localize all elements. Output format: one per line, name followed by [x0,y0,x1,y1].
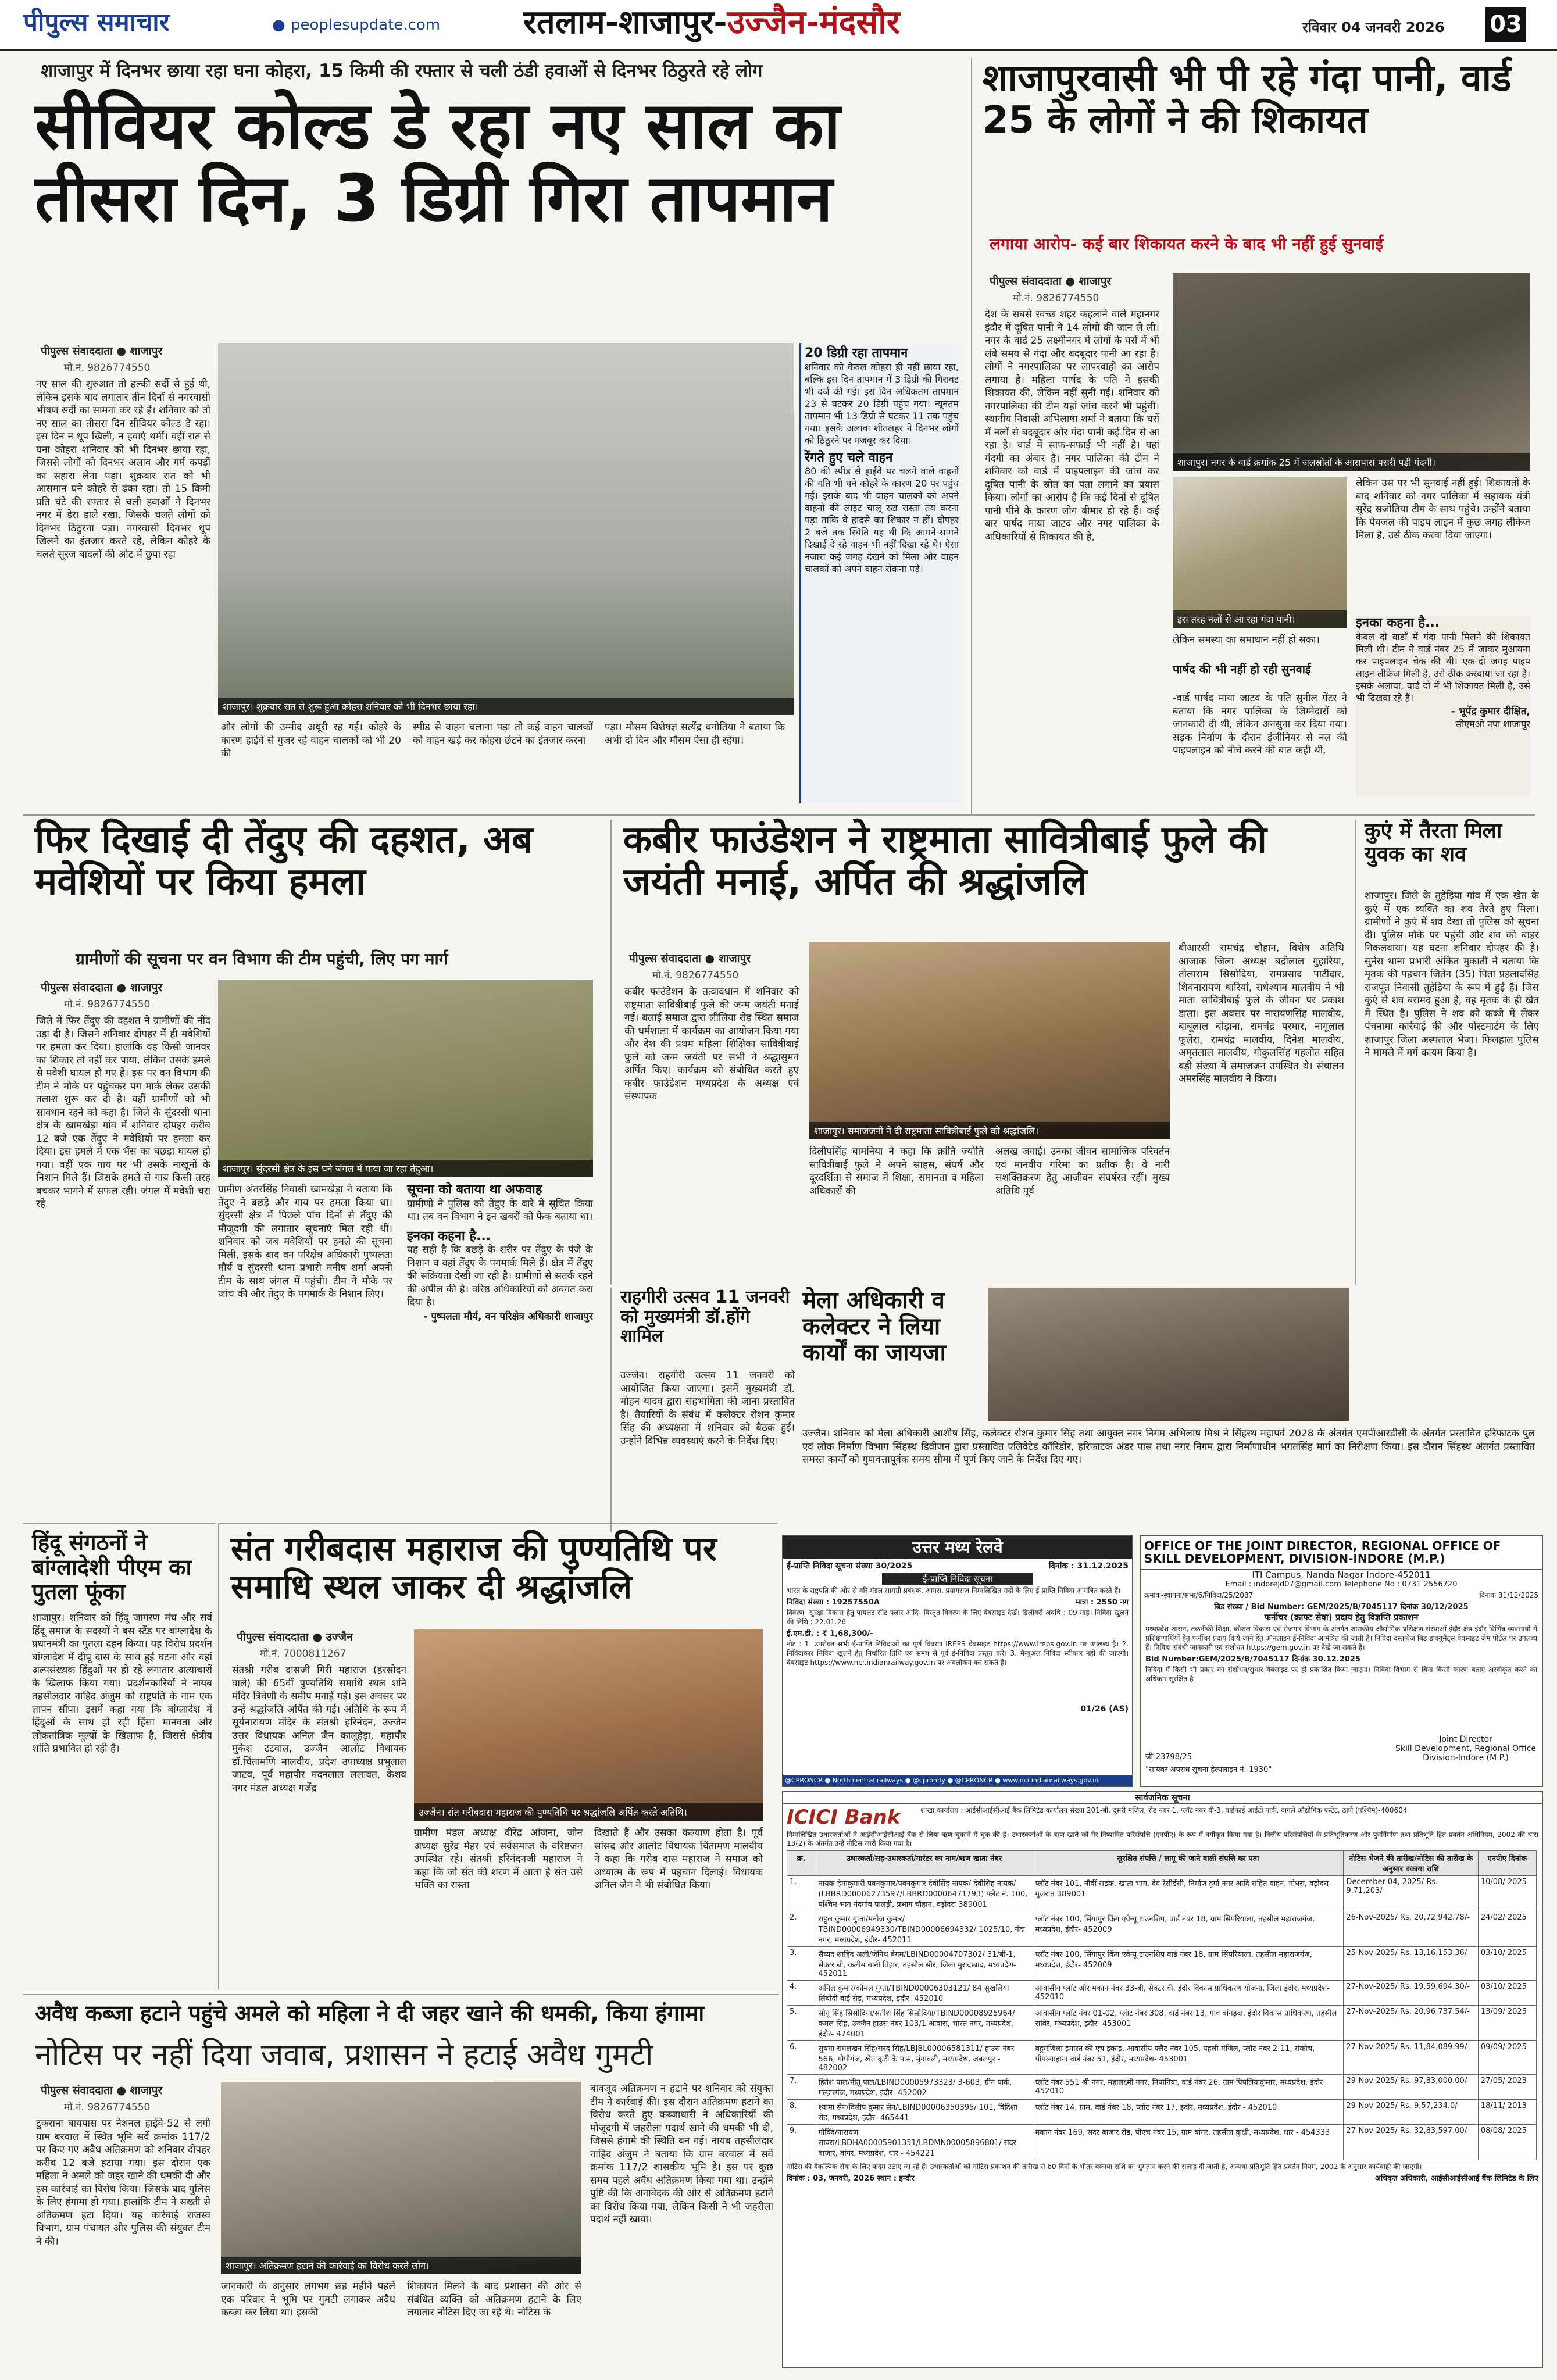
dirty-water-photo [1173,477,1347,628]
story7-mobile: मो.नं. 7000811267 [260,1648,347,1660]
story4-mobile: मो.नं. 9826774550 [652,970,739,981]
story2-col3: लेकिन समस्या का समाधान नहीं हो सका। [1173,634,1320,646]
icici-col-header: क्र. [787,1851,816,1876]
table-cell: 25-Nov-2025/ Rs. 13,16,153.36/- [1344,1947,1479,1981]
story-sant-garibdas [218,1523,777,1989]
story-body-in-well [1355,820,1542,1285]
table-cell: प्लॉट नंबर 100, सिंगापुर किंग एवेन्यू टाउनशिप वार्ड नंबर 18, ग्राम सिंपरियाला, तहसील महाराजगंज, मध्यप्रदेश, इंदौर- 452009 [1033,1947,1344,1981]
skill-sign-1: Joint Director [1439,1735,1492,1744]
table-cell: 9. [787,2125,816,2160]
story5-headline: कुएं में तैरता मिला युवक का शव [1365,819,1502,867]
railway-quantity: मात्रा : 2550 नग [1075,1598,1129,1607]
story7-byline: पीपुल्स संवाददाता ● उज्जैन [237,1631,353,1643]
encroachment-photo [221,2082,581,2274]
table-cell: अनिल कुमार/कोमल गुप्ता/TBIND00006303121/ 84 सुखलिया लिंबोदी बाई रोड़, मध्यप्रदेश, इंदौर- 452010 [816,1981,1033,2006]
skill-bid-title: फर्नीचर (क्राफ्ट सेवा) प्रदाय हेतु विज्ञप्ति प्रकाशन [1264,1611,1419,1623]
table-cell: प्लॉट नंबर 14, ग्राम, वार्ड नंबर 18, प्लॉट नंबर 17, इंदौर, मध्यप्रदेश, इंदौर - 452010 [1033,2100,1344,2125]
table-cell: 13/09/ 2025 [1478,2006,1536,2041]
story10-col1: टुकराना बायपास पर नेशनल हाईवे-52 से लगी ग्राम बरवाल में स्थित भूमि सर्वे क्रमांक 117/2 पर किए गए अवैध अतिक्रमण को शनिवार दोपहर करीब 12 बजे हटाया गया। इस दौरान एक महिला ने अमले को जहर खाने की धमकी दी और इस कार्रवाई का विरोध किया। जिसके बाद पुलिस के लिए हंगामा हो गया। हालांकि टीम ने सख्ती से अतिक्रमण हटा दिया। यह कार्रवाई राजस्व विभाग, ग्राम पंचायत और पुलिस की संयुक्त टीम ने की। [36,2118,210,2247]
story4-col1: कबीर फाउंडेशन के तत्वावधान में शनिवार को राष्ट्रमाता सावित्रीबाई फुले की जन्म जयंती मनाई गई। बलाई समाज द्वारा लीलिया रोड स्थित समाज की धर्मशाला में कार्यक्रम का आयोजन किया गया और देश की प्रथम महिला शिक्षिका सावित्रीबाई फुले को जन्म जयंती पर सभी ने श्रद्धासुमन अर्पित किए। कार्यक्रम को संबोधित करते हुए कबीर फाउंडेशन मध्यप्रदेश के अध्यक्ष एवं संस्थापक [624,986,799,1102]
story2-col2: लेकिन उस पर भी सुनवाई नहीं हुई। शिकायतों के बाद शनिवार को नगर पालिका में सहायक यंत्री सुरेंद्र सजोतिया टीम के साथ पहुंचे। उन्होंने बताया कि पेयजल की पाइप लाइन में कुछ जगह लीकेज मिला है, उसे ठीक करवा दिया जाएगा। [1356,477,1530,541]
story-effigy [23,1523,215,1989]
story1-col1: नए साल की शुरुआत तो हल्की सर्दी से हुई थी, लेकिन इसके बाद लगातार तीन दिनों से नगरवासी भीषण सर्दी का सामना कर रहे हैं। शनिवार को तो नए साल का तीसरा दिन सीवियर कोल्ड डे रहा। इस दिन न धूप खिली, न हवाएं थमीं। वहीं रात से घना कोहरा शनिवार को भी दिनभर छाया रहा, जिससे लोगों को दिनभर अलाव और गर्म कपड़ों का सहारा लेना पड़ा। शुक्रवार रात को भी आसमान घने कोहरे से ढंका रहा। तो 15 किमी प्रति घंटे की रफ्तार से चली हवाओं ने दिनभर नगर में डेरा डाले रखा, जिसके चलते लोगों को दिनभर ठिठुरना पड़ा। नगरवासी दिनभर धूप खिलने का इंतजार करते रहे, लेकिन कोहरे के चलते सूरज बादलों की ओट में छुपा रहा [36,378,210,560]
story9-text: उज्जैन। शनिवार को मेला अधिकारी आशीष सिंह, कलेक्टर रोशन कुमार सिंह तथा आयुक्त नगर निगम अभिलाष मिश्र ने सिंहस्थ महापर्व 2028 के अंतर्गत एमपीआरडीसी के अंतर्गत प्रस्तावित हरिफाटक पुल एवं लोक निर्माण विभाग सिंहस्थ डिवीजन द्वारा प्रस्तावित एलिवेटेड कॉरिडोर, हरिफाटक अंडर पास तथा नगर निगम द्वारा निर्माणाधीन भगतसिंह मार्ग का निरीक्षण किया। इस दौरान सिंहस्थ अंतर्गत प्रस्तावित समस्त कार्यों को गुणवत्तापूर्वक समय सीमा में पूर्ण किए जाने के निर्देश दिए गए। [802,1428,1535,1466]
skill-bid-number: बिड संख्या / Bid Number: GEM/2025/B/7045117 दिनांक 30/12/2025 [1214,1602,1469,1611]
story8-headline: राहगीरी उत्सव 11 जनवरी को मुख्यमंत्री डॉ.होंगे शामिल [620,1287,790,1347]
story1-headline: सीवियर कोल्ड डे रहा नए साल का तीसरा दिन, 3 डिग्री गिरा तापमान [35,88,841,237]
story-mela-officer [802,1288,1541,1532]
table-cell: 27-Nov-2025/ Rs. 20,96,737.54/- [1344,2006,1479,2041]
story1-col3: स्पीड से वाहन चलाना पड़ा तो कई वाहन चालकों को वाहन खड़े कर कोहरा छंटने का इंतजार करना [413,721,593,746]
railway-emd: ई.एम.डी. : ₹ 1,68,300/- [787,1629,873,1639]
table-cell: राहुल कुमार गुप्ता/मनोज कुमार/ TBIND00006949330/TBIND00006694332/ 1025/10, नंदा नगर, मध्यप्रदेश, इंदौर- 452011 [816,1911,1033,1947]
table-cell: 27-Nov-2025/ Rs. 19,59,694.30/- [1344,1981,1479,2006]
fog-photo-caption: शाजापुर। शुक्रवार रात से शुरू हुआ कोहरा शनिवार को भी दिनभर छाया रहा। [218,698,794,715]
story4-byline: पीपुल्स संवाददाता ● शाजापुर [629,952,751,965]
skill-body: मध्यप्रदेश शासन, तकनीकी शिक्षा, कौशल विकास एवं रोजगार विभाग के अंतर्गत शासकीय औद्योगिक प्रशिक्षण संस्थाओं इंदौर क्षेत्र इंदौर विभिन्न व्यवसायों में प्रशिक्षणार्थियों हेतु फर्नीचर प्रदाय किये जाने हेतु ऑनलाइन ई-निविदा आमंत्रित की जाती है। निविदा दस्तावेज बिड डाक्यूमेंट्स वेबसाइट जेम पोर्टल पर उपलब्ध हैं। निविदा संबंधी जानकारी एवं संशोधन https://gem.gov.in पर देखे जा सकते हैं। [1145,1624,1537,1652]
table-row [787,2006,1537,2041]
story2-headline: शाजापुरवासी भी पी रहे गंदा पानी, वार्ड 25 के लोगों ने की शिकायत [983,57,1512,142]
table-cell: प्लॉट नंबर 101, नौवीं सड़क, खाता भाग, देव रेसीडेंसी, निर्माण दुर्गा नगर आदि सहित वाहन, गोधरा, वड़ोदरा गुजरात 389001 [1033,1876,1344,1911]
sidebar-traffic-text: 80 की स्पीड से हाईवे पर चलने वाले वाहनों की गति भी घने कोहरे के कारण 20 पर पहुंच गई। इसके बाद भी वाहन चालकों को अपने वाहनों की लाइट चालू रख रास्ता तय करना पड़ा ताकि वे हादसे का शिकार न हों। दोपहर 2 बजे तक स्थिति यह थी कि आमने-सामने दिखाई दे रहे वाहन भी नहीं दिखा रहे थे। ऐसा नजारा कई जगह देखने को मिला और वाहन चालकों को अपने वाहन रोकना पड़े। [805,466,959,575]
icici-date: दिनांक : 03, जनवरी, 2026 स्थान : इन्दौर [787,2174,915,2184]
railway-description: विवरण- सुरक्षा विकास हेतु पायलट सीट फ्लोर आदि। विस्तृत विवरण के लिए वेबसाइट देखें। डिलीवरी अवधि : 09 माह। निविदा खुलने की तिथि : 22.01.26 [787,1609,1129,1627]
table-cell: 7. [787,2075,816,2100]
website-link[interactable]: peoplesupdate.com [291,16,441,34]
tribute-photo [809,942,1170,1139]
table-cell: 09/09/ 2025 [1478,2041,1536,2075]
inspection-photo [988,1288,1349,1421]
icici-col-header: उधारकर्ता/सह-उधारकर्ता/गारंटर का नाम/ऋण खाता नंबर [816,1851,1033,1876]
icici-top: सार्वजनिक सूचना [783,1792,1542,1804]
table-cell: सैय्यद शाहिद अली/जेनिथ बेगम/LBIND00004707302/ 31/बी-1, सेक्टर बी, कलीम बानी विहार, तहसील सौर, जिला मुरादाबाद, मध्यप्रदेश- 452011 [816,1947,1033,1981]
table-cell: आवासीय प्लॉट नंबर 01-02, प्लॉट नंबर 308, वार्ड नंबर 13, गांव बांगड़दा, इंदौर विकास प्राधिकरण, तहसील सांवेर, मध्यप्रदेश, इंदौर- 453001 [1033,2006,1344,2041]
story8-text: उज्जैन। राहगीरी उत्सव 11 जनवरी को आयोजित किया जाएगा। इसमें मुख्यमंत्री डॉ. मोहन यादव द्वारा सहभागिता की जाना प्रस्तावित है। तैयारियों के संबंध में कलेक्टर रोशन कुमार सिंह की अध्यक्षता में शनिवार को बैठक हुई। उन्होंने विभिन्न व्यवस्थाएं करने के निर्देश दिए। [620,1370,795,1447]
fog-photo [218,343,794,715]
story2-kicker: लगाया आरोप- कई बार शिकायत करने के बाद भी नहीं हुई सुनवाई [990,234,1384,253]
table-cell: 27-Nov-2025/ Rs. 32,83,597.00/- [1344,2125,1479,2160]
table-cell: 2. [787,1911,816,1947]
story3-byline: पीपुल्स संवाददाता ● शाजापुर [41,981,163,994]
story10-col2: जानकारी के अनुसार लगभग छह महीने पहले एक परिवार ने भूमि पर गुमटी लगाकर अवैध कब्जा कर लिया था। इसकी [221,2281,395,2318]
icici-col-header: एनपीए दिनांक [1478,1851,1536,1876]
table-row [787,2041,1537,2075]
icici-table [787,1850,1537,2160]
dirty-water-caption: इस तरह नलों से आ रहा गंदा पानी। [1173,610,1347,628]
icici-sign: अधिकृत अधिकारी, आईसीआईसीआई बैंक लिमिटेड के लिए [1374,2174,1538,2184]
table-cell: 8. [787,2100,816,2125]
icici-col-header: नोटिस भेजने की तारीख/नोटिस की तारीख के अनुसार बकाया राशि [1344,1851,1479,1876]
issue-date: रविवार 04 जनवरी 2026 [1302,19,1445,35]
divider-h1 [23,814,1535,816]
story10-col4: बावजूद अतिक्रमण न हटाने पर शनिवार को संयुक्त टीम ने कार्रवाई की। इस दौरान अतिक्रमण हटाने का विरोध करते हुए कब्जाधारी ने अधिकारियों की मौजूदगी में जहरीला पदार्थ खाने की धमकी भी दी, जिससे हंगामे की स्थिति बन गई। नायब तहसीलदार नाहिद अंजुम ने बताया कि ग्राम बरवाल में सर्वे क्रमांक 117/2 शासकीय भूमि है। इस पर कुछ समय पहले अवैध अतिक्रमण किया गया था। उन्होंने पुष्टि की कि अनावेदक की ओर से अतिक्रमण हटाने का विरोध किया गया, लेकिन किसी ने भी जहरीला पदार्थ नहीं खाया। [590,2083,773,2225]
quote-heading: इनका कहना है... [1356,616,1440,630]
story2-col1: देश के सबसे स्वच्छ शहर कहलाने वाले महानगर इंदौर में दूषित पानी ने 14 लोगों की जान ले ली। नगर के वार्ड 25 लक्ष्मीनगर में लोगों के घरों में भी लंबे समय से गंदा और बदबूदार पानी आ रहा है। लोगों ने नगरपालिका पर लापरवाही का आरोप लगाया है। महिला पार्षद के पति ने इसकी शिकायत की, लेकिन नहीं सुनी गई। शनिवार को नगरपालिका की टीम यहां जांच करने भी पहुंची। स्थानीय निवासी अभिलाषा शर्मा ने बताया कि घरों में नलों से बदबूदार और गंदा पानी कई दिन से आ रहा है। वार्ड में साफ-सफाई भी नहीं है। यहां गंदगी का अंबार है। नगर पालिका की टीम ने शनिवार को वार्ड में पाइपलाइन की जांच कर दूषित पानी के स्रोत का पता लगाने का प्रयास किया। लोगों का आरोप है कि कई दिनों से दूषित पानी पीने के कारण लोग बीमार हो रहे हैं। कई बार पार्षद माया जाटव और नगर पालिका के अधिकारियों से शिकायत की है, [985,309,1159,543]
encroachment-photo-caption: शाजापुर। अतिक्रमण हटाने की कार्रवाई का विरोध करते लोग। [221,2257,581,2274]
story3-sidebar [407,1183,593,1456]
rumor-heading: सूचना को बताया था अफवाह [407,1182,542,1197]
icici-col-header: सुरक्षित संपत्ति / लागू की जाने वाली संपत्ति का पता [1033,1851,1344,1876]
table-cell: 6. [787,2041,816,2075]
story6-headline: हिंदू संगठनों ने बांग्लादेशी पीएम का पुतला फूंका [32,1530,192,1605]
story2-byline: पीपुल्स संवाददाता ● शाजापुर [990,275,1112,288]
table-cell: प्लॉट नंबर 551 श्री नगर, महालक्ष्मी नगर, निपानिया, वार्ड नंबर 26, ग्राम पिपलियाकुमार, मध्यप्रदेश, इंदौर 452010 [1033,2075,1344,2100]
leopard-quote-heading: इनका कहना है... [407,1228,491,1243]
skill-slogan: "सायबर अपराध सूचना हेल्पलाइन नं.-1930" [1145,1766,1272,1774]
page-number: 03 [1485,7,1526,42]
leopard-quote-author: - पुष्पलता मौर्य, वन परिक्षेत्र अधिकारी शाजापुर [423,1310,593,1323]
table-cell: हितेश पाल/नीतू पाल/LBIND00005973323/ 3-603, ग्रीन पार्क, मल्हारगंज, मध्यप्रदेश, इंदौर- 452002 [816,2075,1033,2100]
story4-col4: बीआरसी रामचंद्र चौहान, विशेष अतिथि आजाक जिला अध्यक्ष बद्रीलाल गुहारिया, तोलाराम सिसोदिया, रामप्रसाद पाटीदार, शिवनारायण धारियां, राधेश्याम मालवीय ने भी माता सावित्रीबाई फुले के जीवन पर प्रकाश डाला। इस अवसर पर नारायणसिंह मालवीय, बाबूलाल बोड़ाना, रामचंद्र परमार, नागूलाल फूलेरा, रामचंद्र मालवीय, दिनेश मालवीय, अमृतलाल मालवीय, गोकुलसिंह गहलोत सहित बड़ी संख्या में समाजजन उपस्थित थे। संचालन अमरसिंह मालवीय ने किया। [1179,942,1344,1085]
ad-railway [782,1535,1133,1787]
gutter-photo-caption: शाजापुर। नगर के वार्ड क्रमांक 25 में जलस्रोतों के आसपास पसरी पड़ी गंदगी। [1173,453,1530,471]
table-cell: 5. [787,2006,816,2041]
ad-skill-development [1140,1535,1543,1787]
gutter-photo [1173,273,1530,471]
table-cell: 27/05/ 2023 [1478,2075,1536,2100]
brand-logo: पीपुल्स समाचार [23,8,170,37]
sant-photo-caption: उज्जैन। संत गरीबदास महाराज की पुण्यतिथि पर श्रद्धांजलि अर्पित करते अतिथि। [414,1803,763,1821]
rumor-text: ग्रामीणों ने पुलिस को तेंदुए के बारे में सूचित किया था। तब वन विभाग ने इन खबरों को फेक बताया था। [407,1198,593,1223]
table-cell: 08/08/ 2025 [1478,2125,1536,2160]
story6-text: शाजापुर। शनिवार को हिंदू जागरण मंच और सर्व हिंदू समाज के सदस्यों ने बस स्टैंड पर बांग्लादेश के प्रधानमंत्री का पुतला दहन किया। यह विरोध प्रदर्शन बांग्लादेश में दीपू दास के साथ हुई घटना और वहां अल्पसंख्यक हिंदुओं पर हो रहे लगातार अत्याचारों के खिलाफ किया गया। प्रदर्शनकारियों ने नायब तहसीलदार नाहिद अंजुम को राष्ट्रपति के नाम एक ज्ञापन सौंपा। इसमें कहा गया कि बांग्लादेश में हिंदुओं के साथ हो रही हिंसा मानवता और लोकतांत्रिक मूल्यों के खिलाफ है, जिससे क्षेत्रीय शांति प्रभावित हो रही है। [32,1612,212,1754]
story1-col4: पड़ा। मौसम विशेषज्ञ सत्येंद्र धनोतिया ने बताया कि अभी दो दिन और मौसम ऐसा ही रहेगा। [605,721,785,746]
story9-headline: मेला अधिकारी व कलेक्टर ने लिया कार्यों का जायजा [802,1287,946,1366]
story10-headline: अवैध कब्जा हटाने पहुंचे अमले को महिला ने दी जहर खाने की धमकी, किया हंगामा [35,2000,705,2026]
table-cell: 3. [787,1947,816,1981]
skill-bid-number-2: Bid Number:GEM/2025/B/7045117 दिनांक 30.12.2025 [1145,1654,1360,1664]
story2-col3b: -वार्ड पार्षद माया जाटव के पति सुनील पेंटर ने बताया कि नगर पालिका के जिम्मेदारों को जानकारी दी थी, लेकिन अनसुना कर दिया गया। सड़क निर्माण के दौरान इंजीनियर से नल की पाइपलाइन को नीचे करने की बात कही थी, [1173,692,1347,756]
story7-col1: संतश्री गरीब दासजी गिरी महाराज (हरसोदन वाले) की 65वीं पुण्यतिथि समाधि स्थल शनि मंदिर त्रिवेणी के समीप मनाई गई। इस अवसर पर उन्हें श्रद्धांजलि अर्पित की गई। अतिथि के रूप में सूर्यनारायण मंदिर के संतश्री हरिनंदन, उज्जैन उत्तर विधायक अनिल जैन कालूहेड़ा, महापौर मुकेश टटवाल, उज्जैन आलोट विधायक डॉ.चिंतामणि मालवीय, प्रदेश उपाध्यक्ष प्रभुलाल जाटव, पूर्व महापौर मदनलाल ललावत, केशव नगर मंडल अध्यक्ष गजेंद्र [232,1664,406,1794]
story7-headline: संत गरीबदास महाराज की पुण्यतिथि पर समाधि स्थल जाकर दी श्रद्धांजलि [231,1529,717,1606]
skill-sign-3: Division-Indore (M.P.) [1423,1753,1509,1763]
story3-col1: जिले में फिर तेंदुए की दहशत ने ग्रामीणों की नींद उड़ा दी है। जिसने शनिवार दोपहर में ही मवेशियों पर हमला कर दिया। हालांकि वह किसी जानवर का शिकार तो नहीं कर पाया, लेकिन उसके हमले से मवेशी घायल हो गए हैं। इस पर वन विभाग की टीम ने मौके पर पहुंचकर पग मार्क लेकर उसकी तलाश शुरू कर दी है। वहीं ग्रामीणों को भी सावधान रहने को कहा है। जिले के सुंदरसी थाना क्षेत्र के खामखेड़ा गांव में शनिवार दोपहर करीब 12 बजे एक तेंदुए ने मवेशियों पर हमला कर दिया। इस हमले में एक भैंस का बछड़ा घायल हो गया। वहीं एक गाय पर भी उसके नाखूनों के निशान मिले हैं। जिसके हमले से गाय किसी तरह बचकर भागने में सफल रही। जंगल में मवेशी चरा रहे [36,1015,210,1210]
table-cell: 26-Nov-2025/ Rs. 20,72,942.78/- [1344,1911,1479,1947]
story1-kicker: शाजापुर में दिनभर छाया रहा घना कोहरा, 15 किमी की रफ्तार से चली ठंडी हवाओं से दिनभर ठिठुरते रहे लोग [41,60,763,81]
table-row [787,2100,1537,2125]
table-cell: गोविंद/नारायण सावरा/LBDHA00005901351/LBDMN00005896801/ सदर बाजार, बांगर, मध्यप्रदेश, धार - 454221 [816,2125,1033,2160]
story4-headline: कबीर फाउंडेशन ने राष्ट्रमाता सावित्रीबाई फुले की जयंती मनाई, अर्पित की श्रद्धांजलि [623,819,1267,903]
story-leopard [23,820,605,1517]
story1-sidebar [799,343,962,803]
table-cell: 03/10/ 2025 [1478,1981,1536,2006]
story3-mobile: मो.नं. 9826774550 [64,999,151,1010]
forest-photo-caption: शाजापुर। सुंदरसी क्षेत्र के इस घने जंगल में पाया जा रहा तेंदुआ। [218,1160,593,1177]
table-cell: 03/10/ 2025 [1478,1947,1536,1981]
story10-byline: पीपुल्स संवाददाता ● शाजापुर [41,2084,163,2097]
story-encroachment [23,1994,779,2367]
table-row [787,1981,1537,2006]
story10-col3: शिकायत मिलने के बाद प्रशासन की ओर से संबंधित व्यक्ति को अतिक्रमण हटाने के लिए लगातार नोटिस दिए जा रहे थे। नोटिस के [407,2281,581,2318]
table-cell: प्लॉट नंबर 100, सिंगापुर किंग एवेन्यू टाउनशिप, वार्ड नंबर 18, ग्राम सिंपरियाला, तहसील महाराजगंज, मध्यप्रदेश, इंदौर- 452009 [1033,1911,1344,1947]
icici-footer: नोटिस की वैकल्पिक सेवा के लिए कदम उठाए जा रहे हैं। उधारकर्ताओं को नोटिस प्रकाशन की तारीख से 60 दिनों के भीतर बकाया राशि का भुगतान करने की सलाह दी जाती है, अन्यथा प्रतिभूति हित प्रवर्तन नियम, 2002 के अनुसार कार्यवाही की जाएगी। [787,2163,1422,2171]
quote-author: - भूपेंद्र कुमार दीक्षित, [1451,705,1530,717]
sidebar-temp-heading: 20 डिग्री रहा तापमान [805,346,908,360]
forest-photo [218,980,593,1177]
story-rahgiri [610,1288,798,1532]
story10-mobile: मो.नं. 9826774550 [64,2102,151,2113]
table-cell: सुषमा रामलखन सिंह/सरद सिंह/LBJBL00006581311/ हाउस नंबर 566, गोपीगंज, खेत कुटी के पास, मुंगावली, मध्यप्रदेश, जबलपुर - 482002 [816,2041,1033,2075]
skill-code: जी-23798/25 [1145,1753,1192,1761]
story-savitribai [610,820,1350,1285]
table-cell: 1. [787,1876,816,1911]
railway-notice-no: ई-प्राप्ति निविदा सूचना संख्या 30/2025 [787,1561,913,1571]
story3-headline: फिर दिखाई दी तेंदुए की दहशत, अब मवेशियों पर किया हमला [35,819,533,903]
story1-byline: पीपुल्स संवाददाता ● शाजापुर [41,345,163,358]
skill-address: ITI Campus, Nanda Nagar Indore-452011 [1252,1569,1431,1580]
story4-col3: अलख जगाई। उनका जीवन सामाजिक परिवर्तन एवं मानवीय गरिमा का प्रतीक है। वे नारी सशक्तिकरण हेतु आजीवन संघर्षरत रहीं। मुख्य अतिथि पूर्व [995,1146,1170,1197]
table-cell: श्यामा सेन/दिलीप कुमार सेन/LBIND00006350395/ 101, विदिशा रोड, मध्यप्रदेश, इंदौर- 465441 [816,2100,1033,2125]
table-row [787,1947,1537,1981]
icici-logo: ICICI Bank [787,1806,901,1829]
ad-icici-bank [782,1791,1543,2368]
masthead [0,0,1557,51]
edition-title [523,5,900,41]
railway-tender-no: निविदा संख्या : 19257550A [787,1598,880,1607]
quote-author-role: सीएमओ नपा शाजापुर [1455,718,1530,730]
story1-mobile: मो.नं. 9826774550 [64,362,151,374]
table-cell: 27-Nov-2025/ Rs. 11,84,089.99/- [1344,2041,1479,2075]
story4-col2: दिलीपसिंह बामनिया ने कहा कि क्रांति ज्योति सावित्रीबाई फुले ने अपने साहस, संघर्ष और दूरदर्शिता से समाज में शिक्षा, समानता व महिला अधिकारों की [809,1146,984,1197]
story2-quote [1356,616,1530,796]
sidebar-traffic-heading: रेंगते हुए चले वाहन [805,450,893,465]
railway-intro: भारत के राष्ट्रपति की ओर से वरि मंडल सामग्री प्रबंधक, आगरा, प्रयागराज निम्नलिखित मदों के लिए ई-प्राप्ति निविदा आमंत्रित करते हैं। [787,1586,1121,1595]
story-cold-day [23,58,965,814]
table-cell: December 04, 2025/ Rs. 9,71,203/- [1344,1876,1479,1911]
table-cell: नायक हेमाकुमारी पवनकुमार/पवनकुमार देवीसिंह नायक/ देवीसिंह नायक/ (LBBRD00006273597/LBBRD00006471793) फ्लैट नं. 100, पश्चिम भाग नंदगांव पालड़ी, प्रभाग चौहान, वड़ोदरा 389001 [816,1876,1033,1911]
story2-mobile: मो.नं. 9826774550 [1013,292,1099,304]
globe-icon: ● [272,16,285,34]
edition-black: रतलाम-शाजापुर- [523,3,727,41]
edition-red: उज्जैन-मंदसौर [727,3,900,41]
table-cell: सोनू सिंह सिसोदिया/सतीश सिंह सिसोदिया/TBIND00008925964/ कमल सिंह, उज्जैन हाउस नंबर 103/1 आवास, भारत नगर, मध्यप्रदेश, इंदौर- 474001 [816,2006,1033,2041]
story2-subhead: पार्षद की भी नहीं हो रही सुनवाई [1173,662,1311,676]
sidebar-temp-text: शनिवार को केवल कोहरा ही नहीं छाया रहा, बल्कि इस दिन तापमान में 3 डिग्री की गिरावट भी दर्ज की गई। इस दिन अधिकतम तापमान 23 से घटकर 20 डिग्री पहुंच गया। न्यूनतम तापमान भी 13 डिग्री से घटकर 11 तक पहुंच गया। इसके अलावा शीतलहर ने दिनभर लोगों को ठिठुरने पर मजबूर कर दिया। [805,361,959,446]
table-cell: 10/08/ 2025 [1478,1876,1536,1911]
skill-email: Email : indorejd07@gmail.com Telephone No : 0731 2556720 [1225,1579,1458,1589]
table-cell: 4. [787,1981,816,2006]
railway-subtitle: ई-प्राप्ति निविदा सूचना [882,1573,1033,1585]
railway-title: उत्तर मध्य रेलवे [783,1536,1132,1559]
table-row [787,2125,1537,2160]
icici-intro-2: निम्नलिखित उधारकर्ताओं ने आईसीआईसीआई बैंक से लिया ऋण चुकाने में चूक की है। उधारकर्ताओं के ऋण खाते को गैर-निष्पादित परिसंपत्ति (एनपीए) के रूप में वर्गीकृत किया गया है। वित्तीय परिसंपत्तियों के प्रतिभूतिकरण और पुनर्निर्माण तथा प्रतिभूति हित प्रवर्तन अधिनियम, 2002 की धारा 13(2) के अंतर्गत उन्हें नोटिस जारी किया गया है। [787,1831,1538,1848]
story3-kicker: ग्रामीणों की सूचना पर वन विभाग की टीम पहुंची, लिए पग मार्ग [76,949,448,969]
table-cell: 29-Nov-2025/ Rs. 97,83,000.00/- [1344,2075,1479,2100]
skill-ref: क्रमांक-स्थापना/संभा/6/निविदा/25/2087 [1144,1591,1254,1599]
story5-text: शाजापुर। जिले के तुहेड़िया गांव में एक खेत के कुएं में एक व्यक्ति का शव तैरते हुए मिला। ग्रामीणों ने कुएं में शव देखा तो पुलिस को सूचना दी। पुलिस मौके पर पहुंची और शव को बाहर निकलवाया। यह घटना शनिवार दोपहर की है। सुनेरा थाना प्रभारी अंकित मुकाती ने बताया कि मृतक की पहचान जितेन (35) पिता प्रहलादसिंह राजपूत निवासी तुहेड़िया के रूप में हुई है। जिस कुएं से शव बरामद हुआ है, वह मृतक के ही खेत में स्थित है। पुलिस ने शव को कब्जे में लेकर पंचनामा कार्रवाई की और पोस्टमार्टम के लिए शाजापुर जिला अस्पताल भेजा। फिलहाल पुलिस ने मामले में मर्ग कायम किया है। [1365,890,1539,1059]
sant-photo [414,1629,763,1821]
skill-title: OFFICE OF THE JOINT DIRECTOR, REGIONAL OFFICE OF SKILL DEVELOPMENT, DIVISION-INDORE (M.P.) [1141,1536,1542,1570]
leopard-quote-text: यह सही है कि बछड़े के शरीर पर तेंदुए के पंजे के निशान व वहां तेंदुए के पगमार्क मिले हैं। क्षेत्र में तेंदुए की सक्रियता देखी जा रही है। ग्रामीणों से सतर्क रहने की अपील की है। वरिष्ठ अधिकारियों को अवगत करा दिया है। [407,1244,593,1309]
railway-code: 01/26 (AS) [1080,1704,1129,1714]
tribute-photo-caption: शाजापुर। समाजजनों ने दी राष्ट्रमाता सावित्रीबाई फुले को श्रद्धांजलि। [809,1122,1170,1139]
table-row [787,1876,1537,1911]
skill-sign-2: Skill Development, Regional Office [1395,1744,1536,1753]
table-cell: 18/11/ 2013 [1478,2100,1536,2125]
story-dirty-water [971,58,1548,814]
table-row [787,1911,1537,1947]
story7-col3: दिखाते हैं और उसका कल्याण होता है। पूर्व सांसद और आलोट विधायक चिंतामण मालवीय ने कहा कि गरीब दास महाराज ने समाज को अध्यात्म के रूप में पहचान दिलाई। विधायक अनिल जैन ने भी संबोधित किया। [594,1827,763,1891]
icici-intro: शाखा कार्यालय : आईसीआईसीआई बैंक लिमिटेड कार्यालय संख्या 201-बी, दूसरी मंजिल, रोड नंबर 1, प्लॉट नंबर बी-3, वाईफाई आईटी पार्क, वागले औद्योगिक एस्टेट, ठाणे (पश्चिम)-400604 [920,1806,1408,1814]
skill-ref-date: दिनांक 31/12/2025 [1479,1591,1538,1599]
railway-note: नोट : 1. उपरोक्त सभी ई-प्राप्ति निविदाओं का पूर्ण विवरण IREPS वेबसाइट https://www.ireps.gov.in पर उपलब्ध है। 2. निविदाकार निविदा खुलने हेतु निर्धारित तिथि एवं समय से पूर्व ई-निविदा प्रस्तुत करें। 3. मैन्युअल निविदा स्वीकार नहीं की जाएगी। वेबसाइट https://www.ncr.indianrailway.gov.in पर अवलोकन कर सकते हैं। [787,1640,1129,1667]
table-cell: 24/02/ 2025 [1478,1911,1536,1947]
table-cell: आवासीय प्लॉट और मकान नंबर 33-बी, सेक्टर बी, इंदौर विकास प्राधिकरण योजना, जिला इंदौर, मध्यप्रदेश- 452010 [1033,1981,1344,2006]
quote-text: केवल दो वार्डों में गंदा पानी मिलने की शिकायत मिली थी। टीम ने वार्ड नंबर 25 में जाकर मुआयना कर पाइपलाइन चेक की थी। एक-दो जगह पाइप लाइन लीकेज मिली है, उसे ठीक करवाया जा रहा है। इसके अलावा, वार्ड दो में भी शिकायत मिली है, उसे भी दिखवा रहे हैं। [1356,631,1530,703]
skill-body-2: निविदा में किसी भी प्रकार का संशोधन/सुधार वेबसाइट पर ही प्रकाशित किया जाएगा। निविदा विभाग से बिना किसी कारण बताए अस्वीकृत करने का अधिकार सुरक्षित है। [1145,1665,1537,1683]
railway-date: दिनांक : 31.12.2025 [1048,1561,1129,1571]
railway-footer: @CPRONCR ● North central railways ● @cpronrly ● @CPRONCR ● www.ncr.indianrailways.gov.in [783,1775,1132,1786]
table-cell: मकान नंबर 169, सदर बाजार रोड, पीएच नंबर 15, ग्राम बांगर, तहसील कुक्षी, मध्यप्रदेश, धार - 454333 [1033,2125,1344,2160]
table-cell: 29-Nov-2025/ Rs. 9,57,234.0/- [1344,2100,1479,2125]
table-cell: बहुमंजिला इमारत की एच इकाइ, आवासीय फ्लैट नंबर 105, पहली मंजिल, प्लॉट नंबर 2-11, संकोच, पीपल्याहाना वार्ड नंबर 51, इंदौर, मध्यप्रदेश- 453001 [1033,2041,1344,2075]
story1-col2: और लोगों की उम्मीद अधूरी रह गई। कोहरे के कारण हाईवे से गुजर रहे वाहन चालकों को भी 20 की [221,721,401,759]
story7-col2: ग्रामीण मंडल अध्यक्ष वीरेंद्र आंजना, जोन अध्यक्ष सुरेंद्र मेहर एवं सर्वसमाज के वरिष्ठजन उपस्थित रहे। संतश्री हरिनंदनजी महाराज ने कहा कि जो संत की शरण में आता है संत उसे भक्ति का रास्ता [414,1827,583,1891]
story3-col2: ग्रामीण अंतरसिंह निवासी खामखेड़ा ने बताया कि तेंदुए ने बछड़े और गाय पर हमला किया था। सुंदरसी क्षेत्र में पिछले पांच दिनों से तेंदुए की मौजूदगी की लगातार सूचनाएं मिल रही थीं। शनिवार को जब मवेशियों पर हमले की सूचना मिली, इसके बाद वन परिक्षेत्र अधिकारी पुष्पलता मौर्य व सुंदरसी थाना प्रभारी मनीष शर्मा अपनी टीम के साथ जंगल में पहुंची। टीम ने मौके पर जांच की और तेंदुए के पगमार्क के निशान लिए। [218,1184,392,1300]
story10-subhead: नोटिस पर नहीं दिया जवाब, प्रशासन ने हटाई अवैध गुमटी [35,2038,653,2072]
table-row [787,2075,1537,2100]
